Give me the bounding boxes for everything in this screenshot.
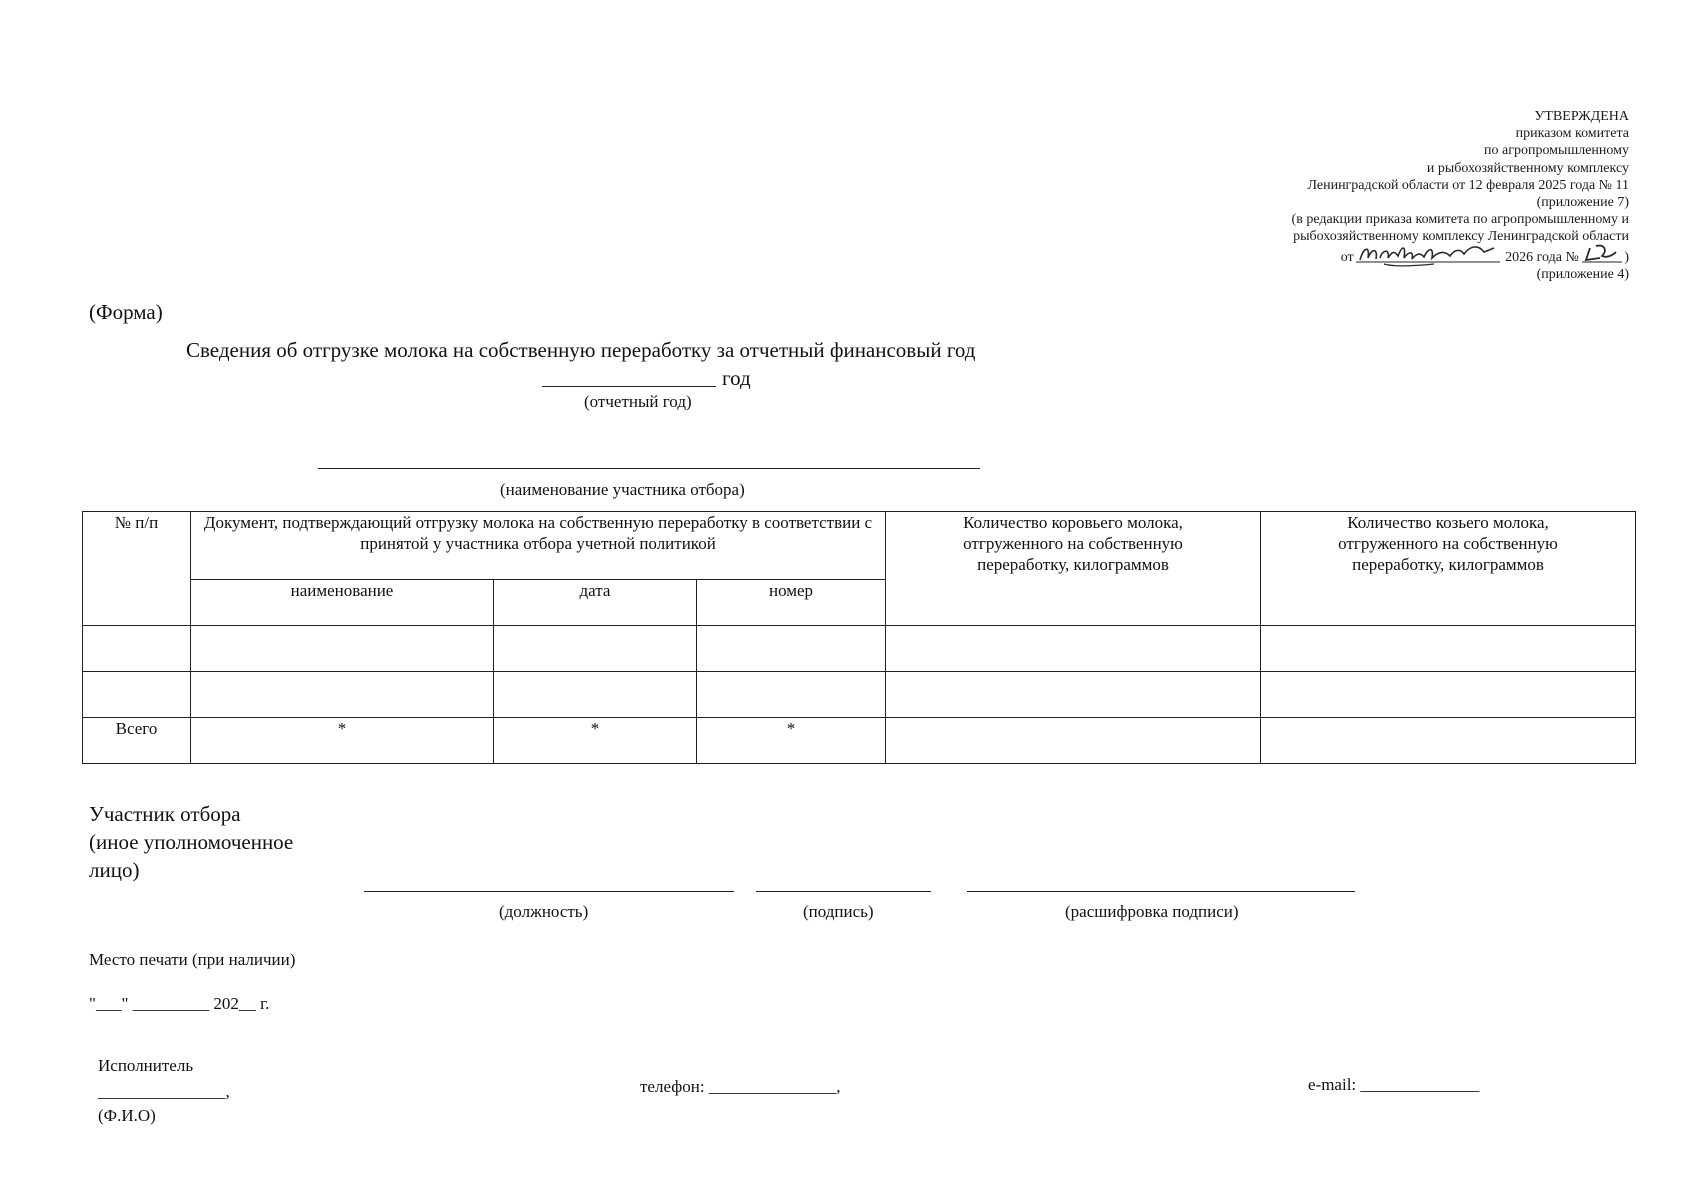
signature-field[interactable] <box>756 891 931 892</box>
total-goat-milk[interactable] <box>1261 718 1636 764</box>
cell-doc-number[interactable] <box>697 672 886 718</box>
cell-doc-date[interactable] <box>494 672 697 718</box>
position-field[interactable] <box>364 891 734 892</box>
shipment-table <box>82 511 1636 764</box>
reporting-year-row <box>542 366 751 391</box>
handwritten-number <box>1582 246 1624 266</box>
signature-decoding-field[interactable] <box>967 891 1355 892</box>
header-row-number: № п/п <box>83 512 191 626</box>
approval-block <box>1069 108 1629 283</box>
form-label: (Форма) <box>89 300 163 324</box>
signature-caption: (подпись) <box>803 902 874 921</box>
email-field[interactable]: e-mail: ______________ <box>1308 1075 1480 1094</box>
page-title: Сведения об отгрузке молока на собственную переработку за отчетный финансовый год <box>186 338 976 362</box>
header-goat-milk: Количество козьего молока, отгруженного на собственную переработку, килограммов <box>1261 512 1636 626</box>
subheader-name: наименование <box>191 580 494 626</box>
stamp-place: Место печати (при наличии) <box>89 950 296 969</box>
cell-cow-milk[interactable] <box>886 672 1261 718</box>
approval-line: по агропромышленному <box>1484 143 1629 159</box>
cell-goat-milk[interactable] <box>1261 626 1636 672</box>
total-star: * <box>697 718 886 764</box>
table-row <box>83 626 1636 672</box>
table-total-row <box>83 718 1636 764</box>
total-label: Всего <box>83 718 191 764</box>
position-caption: (должность) <box>499 902 589 921</box>
cell-number[interactable] <box>83 626 191 672</box>
total-star: * <box>494 718 697 764</box>
subheader-date: дата <box>494 580 697 626</box>
approval-line: рыбохозяйственному комплексу Ленинградской области <box>1293 229 1629 245</box>
participant-name-caption: (наименование участника отбора) <box>500 480 745 499</box>
executor-fio-caption: (Ф.И.О) <box>98 1106 156 1125</box>
executor-name-field[interactable]: _______________, <box>98 1082 230 1101</box>
edition-prefix: от <box>1340 249 1354 265</box>
participant-line: лицо) <box>89 858 140 882</box>
table-row <box>83 672 1636 718</box>
handwritten-date-signature <box>1354 246 1502 266</box>
approval-line: и рыбохозяйственному комплексу <box>1426 160 1629 176</box>
participant-block <box>89 800 293 884</box>
cell-doc-name[interactable] <box>191 626 494 672</box>
approval-line: Ленинградской области от 12 февраля 2025 года № 11 <box>1307 177 1629 193</box>
subheader-number: номер <box>697 580 886 626</box>
executor-label: Исполнитель <box>98 1056 194 1075</box>
approval-line: (приложение 7) <box>1536 195 1629 211</box>
cell-number[interactable] <box>83 672 191 718</box>
decoding-caption: (расшифровка подписи) <box>1065 902 1239 921</box>
header-document: Документ, подтверждающий отгрузку молока на собственную переработку в соответствии с принятой у участника отбора учетной политикой <box>191 512 886 580</box>
approval-line: приказом комитета <box>1515 126 1629 142</box>
cell-goat-milk[interactable] <box>1261 672 1636 718</box>
phone-field[interactable]: телефон: _______________, <box>640 1077 841 1096</box>
approval-appendix: (приложение 4) <box>1536 266 1629 282</box>
header-cow-milk: Количество коровьего молока, отгруженного на собственную переработку, килограммов <box>886 512 1261 626</box>
participant-name-field[interactable] <box>318 468 980 469</box>
reporting-year-caption: (отчетный год) <box>584 392 692 411</box>
cell-doc-number[interactable] <box>697 626 886 672</box>
year-suffix: год <box>722 366 751 390</box>
participant-line: (иное уполномоченное <box>89 830 294 854</box>
cell-doc-date[interactable] <box>494 626 697 672</box>
approval-line: УТВЕРЖДЕНА <box>1534 109 1629 124</box>
cell-cow-milk[interactable] <box>886 626 1261 672</box>
table-header-row <box>83 512 1636 580</box>
cell-doc-name[interactable] <box>191 672 494 718</box>
total-cow-milk[interactable] <box>886 718 1261 764</box>
total-star: * <box>191 718 494 764</box>
edition-year: 2026 года № <box>1505 249 1579 265</box>
approval-line: (в редакции приказа комитета по агропромышленному и <box>1291 212 1629 228</box>
edition-close: ) <box>1624 249 1629 265</box>
edition-date-line <box>1069 246 1629 266</box>
participant-line: Участник отбора <box>89 802 241 826</box>
date-field[interactable]: "___" _________ 202__ г. <box>89 994 270 1013</box>
reporting-year-field[interactable] <box>542 366 716 387</box>
